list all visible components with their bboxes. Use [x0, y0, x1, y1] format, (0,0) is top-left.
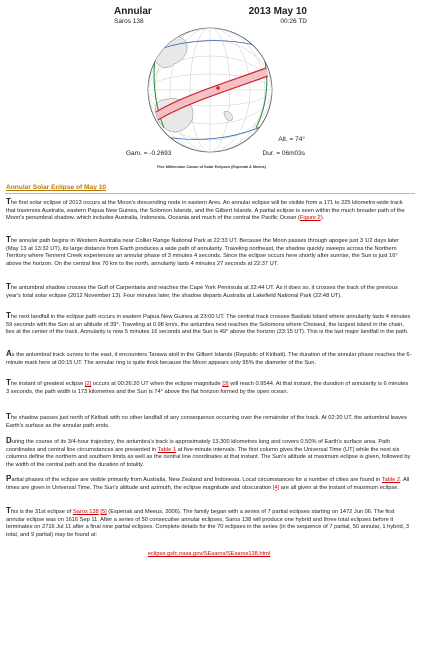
footnote-3-link[interactable]: [3]: [222, 381, 229, 387]
eclipse-map-figure: [112, 4, 311, 178]
table-1-link[interactable]: Table 1: [157, 446, 176, 453]
figure-saros: Saros 138: [114, 18, 144, 25]
paragraph-gulf-crossing: [6, 283, 412, 300]
paragraph-text: he antumbral shadow crosses the Gulf of Carpentaria and reaches the Cape York Peninsula at 22:44 UT. As it does so, it crosses the track of the previous year's total solar eclipse (2012 November 13). Four minutes later, the shadow departs Australia at Lakefield National Park (22:48 UT).: [6, 285, 398, 299]
paragraph-path-end: [6, 413, 412, 430]
drop-cap: T: [6, 311, 11, 320]
paragraph-text-tail: ).: [320, 215, 325, 222]
figure-gamma: Gam. = -0.2693: [126, 150, 172, 157]
paragraph-text: he instant of greatest eclipse: [10, 381, 85, 387]
footnote-4-link[interactable]: [4]: [272, 484, 280, 491]
figure-altitude: Alt. = 74°: [278, 136, 305, 143]
paragraph-text: uring the course of its 3/4-hour trajectory, the antumbra's track is approximately 13,300 kilometres long and covers 0.50% of Earth's surface area. Path coordinates and central line circumstances are presented in: [6, 439, 391, 453]
drop-cap: T: [6, 412, 11, 421]
drop-cap: A: [6, 349, 12, 358]
figure-caption: Five Millennium Canon of Solar Eclipses (Espenak & Meeus): [157, 165, 266, 169]
footnote-2-link[interactable]: [2]: [84, 381, 92, 387]
paragraph-greatest-eclipse: [6, 379, 412, 396]
paragraph-saros: [6, 507, 412, 539]
footnote-5-link[interactable]: [5]: [100, 509, 107, 515]
paragraph-text-tail: . All times are given in Universal Time. The Sun's altitude and azimuth, the eclipse magnitude and obscuration: [6, 477, 410, 491]
paragraph-text: his is the 31st eclipse of: [10, 509, 73, 515]
greatest-eclipse-marker: [216, 86, 220, 90]
figure-duration: Dur. = 06m03s: [262, 150, 305, 157]
paragraph-text: he first solar eclipse of 2013 occurs at the Moon's descending node in eastern Ares. An annular eclipse will be visible from a 171 to 225 kilometre-wide track that traverses Australia, eastern Papua New Guinea, the Solomon Islands, and the Gilbert Islands. A partial eclipse is seen within the much broader path of the Moon's penumbral shadow, which includes Australia, Indonesia, Oceania and much of the central the Pacific Ocean (: [6, 200, 405, 222]
paragraph-text-3: (Espenak and Meeus, 2006). The family began with a series of 7 partial eclipses starting on 1472 Jun 06. The first annular eclipse was on 1616 Sep 11. After a series of 50 consecutive annular eclipses, Saros 138 will produce one hybrid and three total eclipses before it terminates on 2716 Jul 11 after a final nine partial eclipses. Complete details for the 70 eclipses in the series (in the sequence of 7 partial, 50 annular, 1 hybrid, 3 total, and 9 partial) may be found at:: [6, 509, 409, 538]
drop-cap: D: [6, 436, 12, 445]
paragraph-text: s the antumbral track curves to the east, it encounters Tarawa atoll in the Gilbert Islands (Republic of Kiribati). The duration of the annular phase reaches the 6-minute mark here at 00:15 UT. The annular ring is quite thick because the Moon appears only 95% the diameter of the Sun.: [6, 352, 412, 366]
drop-cap: T: [6, 235, 11, 244]
saros-catalog-link[interactable]: eclipse.gsfc.nasa.gov/SEsaros/SEsaros138.html: [147, 551, 271, 557]
paragraph-trajectory: [6, 437, 412, 469]
section-title-link[interactable]: Annular Solar Eclipse of May 10: [6, 184, 107, 191]
figure-2-link[interactable]: Figure 2: [299, 215, 321, 222]
figure-eclipse-date: 2013 May 10: [248, 6, 307, 17]
paragraph-text: he next landfall in the eclipse path occurs in eastern Papua New Guinea at 23:00 UT. The central track crosses Basilaki Island where annularity lasts 4 minutes 59 seconds with the Sun at an altitude of 39°. Traveling at 0.98 km/s, the antumbra next reaches the Solomons where Choiseul, the largest island in the chain, lies at the center of the track. Annularity is now 5 minutes 16 seconds and the Sun is 49° above the horizon (23:15 UT). This is the last major landfall in the path.: [6, 314, 411, 336]
paragraph-text: he annular path begins in Western Australia near Collier Range National Park at 22:33 UT. Because the Moon passes through apogee just 3 1/2 days later (May 13 at 13:32 UT), its large distance from Earth produces a wide path of annularity. Traveling northeast, the shadow quickly sweeps across the Northern Territory where Tennent Creek experiences an annular phase of 3 minutes 4 seconds. Since the eclipse occurs here shortly after sunrise, the Sun is just 16° above the horizon. On the central line 70 km to the north, annularity lasts 4 minutes 27 seconds at 22:37 UT.: [6, 238, 399, 267]
figure-eclipse-type: Annular: [114, 6, 152, 17]
footer-link-row: [6, 551, 412, 559]
drop-cap: T: [6, 197, 11, 206]
divider: [5, 193, 415, 194]
paragraph-text-tail-2: are all given at the instant of maximum eclipse.: [279, 484, 399, 491]
paragraph-png-solomons: [6, 312, 412, 337]
drop-cap: T: [6, 282, 11, 291]
drop-cap: T: [6, 378, 11, 387]
paragraph-text: artial phases of the eclipse are visible primarily from Australia, New Zealand and Indonesia. Local circumstances for a number of cities are found in: [11, 477, 382, 483]
paragraph-text-3: will reach 0.9544. At that instant, the duration of annularity is 6 minutes 3 seconds, the path width is 173 kilometres and the Sun is 74° above the flat horizon formed by the open ocean.: [6, 381, 409, 395]
paragraph-intro: [6, 198, 412, 223]
paragraph-kiribati: [6, 350, 412, 367]
paragraph-text-2: occurs at 00:26:20 UT when the eclipse magnitude: [91, 381, 223, 387]
table-2-link[interactable]: Table 2: [381, 477, 401, 483]
paragraph-text-tail: at five-minute intervals. The first column gives the Universal Time (UT) while the next six columns define the northern and southern limits as well as the central line coordinates at that instant. The Sun's altitude at maximum eclipse is given, followed by the width of the central path and the duration of totality.: [6, 446, 411, 468]
saros-138-link[interactable]: Saros 138: [72, 509, 99, 515]
drop-cap: P: [6, 474, 12, 483]
figure-time: 00:26 TD: [280, 18, 307, 25]
drop-cap: T: [6, 506, 11, 515]
paragraph-partial-phases: [6, 475, 412, 492]
paragraph-text: he shadow passes just north of Kiribati with no other landfall of any consequence occurring over the remainder of the track. At 02:20 UT, the antumbral leaves Earth's surface as the annular path ends.: [6, 415, 408, 429]
paragraph-annular-path-start: [6, 236, 412, 268]
